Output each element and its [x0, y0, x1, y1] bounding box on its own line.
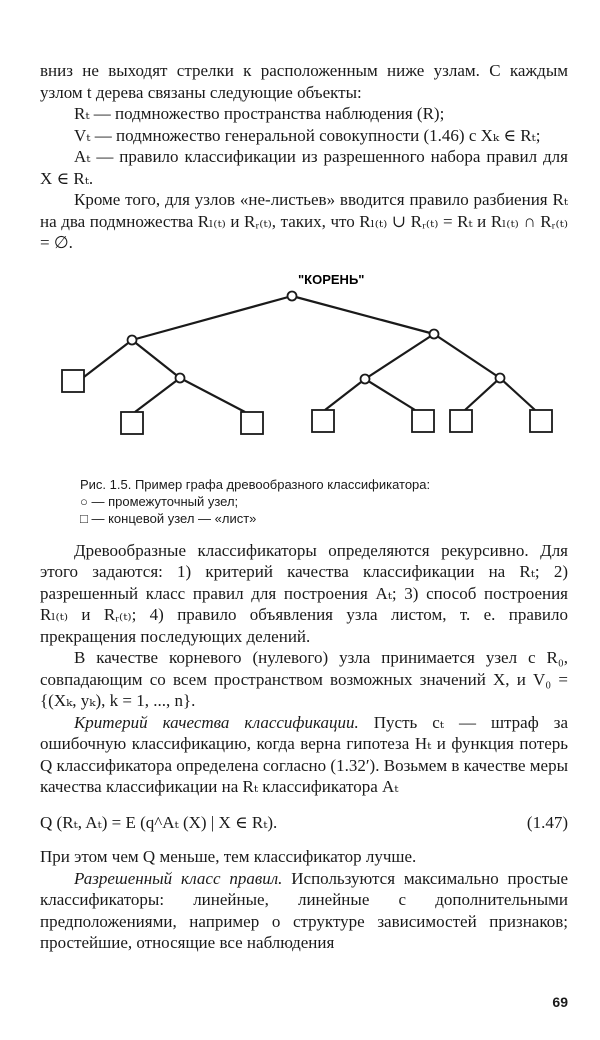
leaf-node — [412, 410, 434, 432]
rules-heading: Разрешенный класс правил. — [74, 868, 283, 888]
root-label: "КОРЕНЬ" — [298, 271, 365, 287]
paragraph-vt: Vₜ — подмножество генеральной совокупности (1.46) с Xₖ ∈ Rₜ; — [74, 125, 541, 145]
paragraph-root: В качестве корневого (нулевого) узла принимается узел с R₀, совпадающим со всем пространством возможных значений X, и V₀ = {(Xₖ, yₖ), k = 1, ..., n}. — [40, 648, 568, 710]
inner-node — [128, 335, 137, 344]
paragraph-rt: Rₜ — подмножество пространства наблюдения (R); — [74, 104, 445, 123]
leaf-node — [241, 412, 263, 434]
figure-caption — [80, 476, 430, 527]
leaf-node — [312, 410, 334, 432]
criterion-text: Пусть cₜ — штраф за ошибочную классификацию, когда верна гипотеза Hₜ и функция потерь Q классификатора определена согласно (1.32′). Возьмем в качестве меры качества классификации на Rₜ классификатора Aₜ — [40, 712, 568, 796]
legend-leaf: □ — концевой узел — «лист» — [80, 510, 257, 526]
equation-body: Q (Rₜ, Aₜ) = E (q^Aₜ (X) | X ∈ Rₜ). — [40, 812, 278, 832]
inner-node — [361, 374, 370, 383]
leaf-node — [450, 410, 472, 432]
inner-node — [176, 373, 185, 382]
leaf-node — [121, 412, 143, 434]
paragraph-at: Aₜ — правило классификации из разрешенного набора правил для X ∈ Rₜ. — [40, 147, 568, 188]
paragraph-split: Кроме того, для узлов «не-листьев» вводится правило разбиения Rₜ на два подмножества Rₗ₍ₜ₎ и Rᵣ₍ₜ₎, таких, что Rₗ₍ₜ₎ ∪ Rᵣ₍ₜ₎ = Rₜ и Rₗ₍ₜ₎ ∩ Rᵣ₍ₜ₎ = ∅. — [40, 190, 568, 252]
paragraph-1: вниз не выходят стрелки к расположенным ниже узлам. С каждым узлом t дерева связаны следующие объекты: — [40, 61, 568, 102]
paragraph-rules — [40, 868, 568, 954]
tree-diagram — [40, 262, 568, 476]
legend-node: ○ — промежуточный узел; — [80, 493, 239, 509]
equation-number: (1.47) — [526, 812, 568, 832]
tree-figure — [40, 262, 568, 540]
page-body — [40, 60, 568, 954]
paragraph-better: При этом чем Q меньше, тем классификатор лучше. — [40, 847, 417, 866]
caption-title: Рис. 1.5. Пример графа древообразного классификатора: — [80, 476, 431, 492]
root-node — [288, 291, 297, 300]
inner-node — [496, 373, 505, 382]
inner-node — [430, 329, 439, 338]
leaf-node — [530, 410, 552, 432]
rules-text: Используются максимально простые классификаторы: линейные, линейные с дополнительными предположениями, например о структуре зависимостей признаков; простейшие, относящие все наблюдения — [40, 868, 568, 952]
paragraph-criterion — [40, 712, 568, 798]
equation-1-47 — [40, 812, 568, 834]
paragraph-recursive: Древообразные классификаторы определяются рекурсивно. Для этого задаются: 1) критерий качества классификации на Rₜ; 2) разрешенный класс правил для построения Aₜ; 3) способ построения Rₗ₍ₜ₎ и Rᵣ₍ₜ₎; 4) правило объявления узла листом, т. е. правило прекращения последующих делений. — [40, 540, 568, 646]
criterion-heading: Критерий качества классификации. — [74, 712, 359, 732]
page-number: 69 — [552, 994, 568, 1010]
leaf-node — [62, 370, 84, 392]
